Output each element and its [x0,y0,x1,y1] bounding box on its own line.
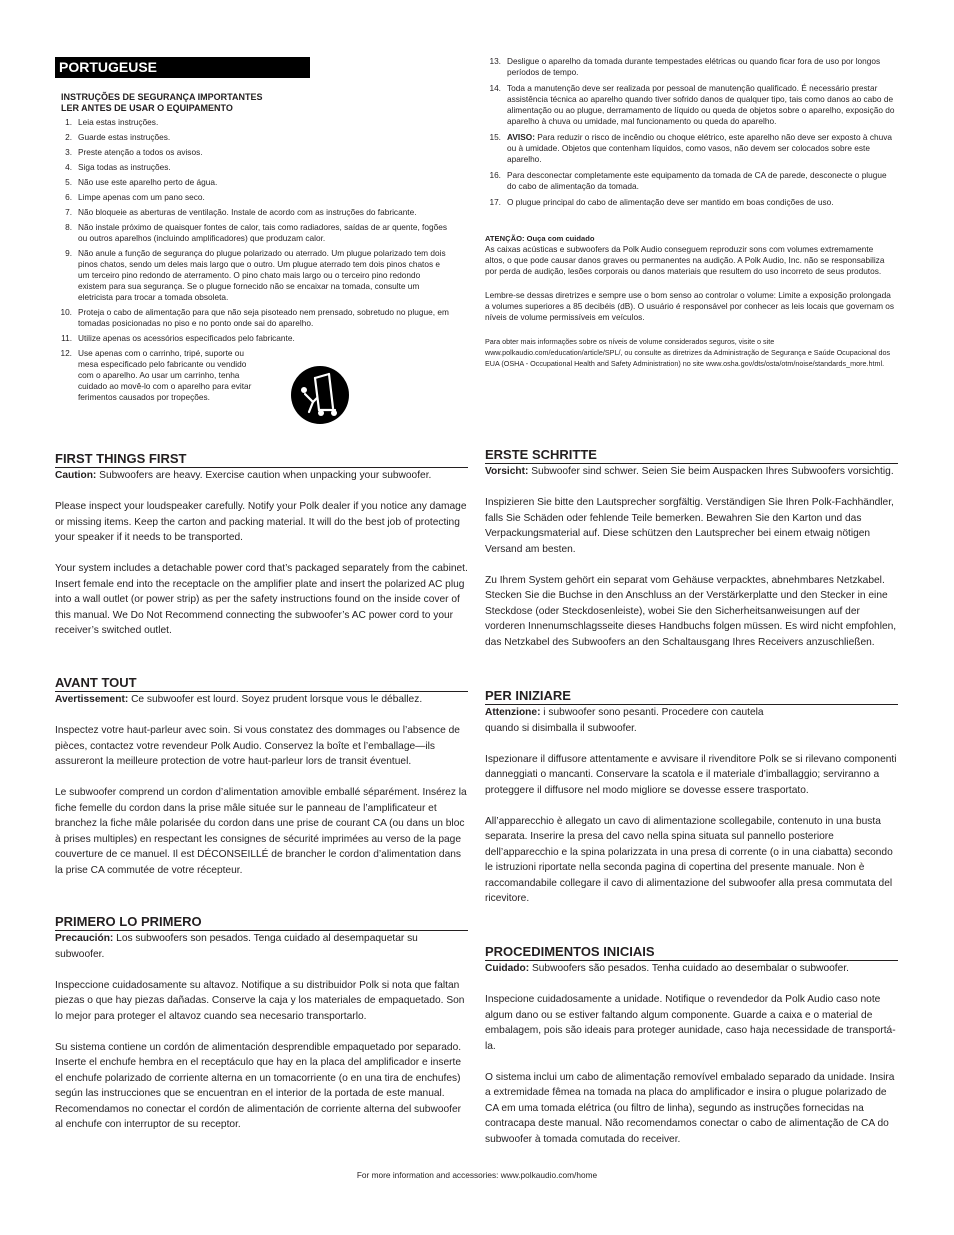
section-italian [485,688,898,907]
safety-list-right [485,56,895,213]
list-item: 9. Não anule a função de segurança do plugue polarizado ou aterrado. Um plugue polarizado tem dois pinos chatos, sendo um deles mais largo que o outro. Um plugue aterrado tem dois pinos chatos e um terceiro pino redondo de aterramento. O pino chato mais largo ou o terceiro pino redondo existem para sua segurança. Se o plugue fornecido não se encaixar na tomada, consulte um eletricista para trocar a tomada obsoleta. [65,248,446,302]
safety-intro-line-2: LER ANTES DE USAR O EQUIPAMENTO [61,103,233,113]
portuguese-header: PORTUGEUSE [55,57,310,78]
list-item: 2. Guarde estas instruções. [65,132,171,142]
attention-title: ATENÇÃO: Ouça com cuidado [485,234,595,243]
list-item: 1. Leia estas instruções. [65,117,159,127]
list-item: 6. Limpe apenas com um pano seco. [65,192,205,202]
section-body: Precaución: Los subwoofers son pesados. Tenga cuidado al desempaquetar su subwoofer. Inspeccione cuidadosamente su altavoz. Notifique a su distribuidor Polk si nota que faltan piezas o que hay piezas dañadas. Conserve la caja y los materiales de empaquetado. Son lo mejor para proteger el altavoz cuando sea necesario transportarlo. Su sistema contiene un cordón de alimentación desprendible empaquetado por separado. Inserte el enchufe hembra en el receptáculo que hay en la placa del amplificador e inserte el enchufe polarizado de corriente alterna en un tomacorriente (o en una tira de enchufes) según las instrucciones que se encuentran en el interior de la portada de este manual. Recomendamos no conectar el cordón de alimentación de corriente alterna del subwoofer al enchufe con interruptor de su receptor. [55,933,465,1130]
list-item: 10. Proteja o cabo de alimentação para que não seja pisoteado nem prensado, sobretudo no plugue, em tomadas posicionadas no piso e no ponto onde sai do aparelho. [60,307,449,328]
list-item: 7. Não bloqueie as aberturas de ventilação. Instale de acordo com as instruções do fabricante. [65,207,417,217]
list-item: 4. Siga todas as instruções. [65,162,171,172]
attention-text: As caixas acústicas e subwoofers da Polk Audio conseguem reproduzir sons com volumes extremamente altos, o que pode causar danos graves ou permanentes na audição. A Polk Audio, Inc. não se responsabiliza por perda de audição, lesões corporais ou danos materiais que resultem do uso incorreto de seus produtos. [485,244,885,276]
section-spanish [55,914,468,1133]
safety-list-left [56,117,451,407]
list-item: 8. Não instale próximo de quaisquer fontes de calor, tais como radiadores, saídas de ar quente, fogões ou outros aparelhos (incluindo amplificadores) que produzam calor. [65,222,447,243]
section-body: Cuidado: Subwoofers são pesados. Tenha cuidado ao desembalar o subwoofer. Inspecione cuidadosamente a unidade. Notifique o revendedor da Polk Audio caso note algum dano ou se estiver faltando algum componente. Guarde a caixa e o material de embalagem, pois são ideais para proteger aunidade, caso haja necessidade de transportá-la. O sistema inclui um cabo de alimentação removível embalado separado da unidade. Insira a extremidade fêmea na tomada na placa do amplificador e insira o plugue polarizado de CA em uma tomada elétrica (ou filtro de linha), segundo as instruções fornecidas na contracapa deste manual. Não recomendamos conectar o cabo de alimentação de CA do subwoofer à tomada comutada do receiver. [485,963,896,1145]
remember-text: Lembre-se dessas diretrizes e sempre use o bom senso ao controlar o volume: Limite a exposição prolongada a volumes superiores a 85 decibéis (dB). O usuário é responsável por conhecer as leis locais que governam os níveis de volume permissíveis em veículos. [485,290,895,322]
more-info-text: Para obter mais informações sobre os níveis de volume considerados seguros, visite o site www.polkaudio.com/education/article/SPL/, ou consulte as diretrizes da Administração de Segurança e Saúde Ocupacional dos EUA (OSHA - Occupational Health and Safety Administration) no site www.osha.gov/dts/osta/otm/noise/standards_more.html. [485,337,891,368]
list-item: 3. Preste atenção a todos os avisos. [65,147,203,157]
section-body: Vorsicht: Subwoofer sind schwer. Seien Sie beim Auspacken Ihres Subwoofers vorsichtig. Inspizieren Sie bitte den Lautsprecher sorgfältig. Verständigen Sie Ihren Polk-Fachhändler, falls Sie Schäden oder fehlende Teile bemerken. Bewahren Sie den Karton und das Verpackungsmaterial auf. Diese schützen den Lautsprecher bei einem etwaig nötigen Versand am besten. Zu Ihrem System gehört ein separat vom Gehäuse verpacktes, abnehmbares Netzkabel. Stecken Sie die Buchse in den Anschluss an der Verstärkerplatte und den Stecker in eine Steckdose (oder Steckdosenleiste), wobei Sie den Sicherheitsanweisungen auf der vorderen Innenumschlagsseite dieses Handbuchs folgen müssen. Es wird nicht empfohlen, das Netzkabel des Subwoofers an den Schaltausgang Ihres Receivers anzuschließen. [485,466,897,648]
cart-warning-icon [289,364,351,426]
list-item: 17. O plugue principal do cabo de alimentação deve ser mantido em boas condições de uso. [489,197,834,207]
section-title: ERSTE SCHRITTE [485,447,898,464]
section-german [485,447,898,650]
hearing-caution [485,233,895,369]
section-body: Avertissement: Ce subwoofer est lourd. Soyez prudent lorsque vous le déballez. Inspectez votre haut-parleur avec soin. Si vous constatez des dommages ou l’absence de pièces, contactez votre revendeur Polk Audio. Conservez la boîte et l’emballage—ils assureront la meilleure protection de votre haut-parleur lors de transit éventuel. Le subwoofer comprend un cordon d’alimentation amovible emballé séparément. Insérez la fiche femelle du cordon dans la prise mâle située sur le panneau de l’amplificateur et branchez la fiche mâle polarisée du cordon dans une prise de courant CA (ou dans un bloc à prises multiples) en respectant les consignes de sécurité imprimées au verso de la page couverture de ce manuel. Il est DÉCONSEILLÉ de brancher le cordon d’alimentation dans la prise CA commutée de votre récepteur. [55,694,467,876]
section-english [55,451,468,639]
section-french [55,675,468,878]
footer-text: For more information and accessories: www.polkaudio.com/home [356,1170,598,1180]
list-item: 12. Use apenas com o carrinho, tripé, suporte ou mesa especificado pelo fabricante ou vendido com o aparelho. Ao usar um carrinho, tenha cuidado ao movê-lo com o aparelho para evitar ferimentos causados por tropeções. [60,348,252,402]
list-item: 14. Toda a manutenção deve ser realizada por pessoal de manutenção qualificado. É necessário prestar assistência técnica ao aparelho quando tiver sofrido danos de qualquer tipo, tais como danos ao cabo de alimentação ou ao plugue, derramamento de líquido ou queda de objetos sobre o aparelho, exposição do aparelho à chuva ou umidade, mal funcionamento ou queda do aparelho. [489,83,895,126]
list-item: 13. Desligue o aparelho da tomada durante tempestades elétricas ou quando ficar fora de uso por longos períodos de tempo. [489,56,881,77]
safety-intro-line-1: INSTRUÇÕES DE SEGURANÇA IMPORTANTES [61,92,263,102]
section-title: PRIMERO LO PRIMERO [55,914,468,931]
section-body: Caution: Subwoofers are heavy. Exercise caution when unpacking your subwoofer. Please inspect your loudspeaker carefully. Notify your Polk dealer if you notice any damage or missing items. Keep the carton and packing material. It will do the best job of protecting your speaker if it needs to be transported. Your system includes a detachable power cord that’s packaged separately from the cabinet. Insert female end into the receptacle on the amplifier plate and insert the polarized AC plug into a wall outlet (or power strip) as per the safety instructions found on the inside cover of this manual. We Do Not Recommend connecting the subwoofer’s AC power cord to your receiver’s switched outlet. [55,470,468,636]
section-title: PROCEDIMENTOS INICIAIS [485,944,898,961]
list-item: 11. Utilize apenas os acessórios especificados pelo fabricante. [61,333,295,343]
section-portuguese [485,944,898,1147]
section-body: Attenzione: i subwoofer sono pesanti. Procedere con cautela quando si disimballa il subwoofer. Ispezionare il diffusore attentamente e avvisare il rivenditore Polk se si rilevano componenti danneggiati o mancanti. Conservare la scatola e il materiale d’imballaggio; serviranno a proteggere il diffusore nel modo migliore se dovesse essere trasportato. All’apparecchio è allegato un cavo di alimentazione scollegabile, contenuto in una busta separata. Inserire la presa del cavo nella spina situata sul pannello posteriore dell’apparecchio e la spina polarizzata in una presa di corrente (o in una ciabatta) secondo le istruzioni riportate nella seconda pagina di copertina del presente manuale. Non è raccomandabile collegare il cavo di alimentazione del subwoofer alla presa commutata del ricevitore. [485,707,897,904]
section-title: FIRST THINGS FIRST [55,451,468,468]
list-item: 15. AVISO: Para reduzir o risco de incêndio ou choque elétrico, este aparelho não deve ser exposto à chuva ou à umidade. Objetos que contenham líquidos, como vasos, não devem ser colocados sobre este aparelho. [489,132,892,164]
list-item: 16. Para desconectar completamente este equipamento da tomada de CA de parede, desconecte o plugue do cabo de alimentação da tomada. [489,170,887,191]
section-title: PER INIZIARE [485,688,898,705]
section-title: AVANT TOUT [55,675,468,692]
safety-intro [61,92,263,114]
list-item: 5. Não use este aparelho perto de água. [65,177,218,187]
